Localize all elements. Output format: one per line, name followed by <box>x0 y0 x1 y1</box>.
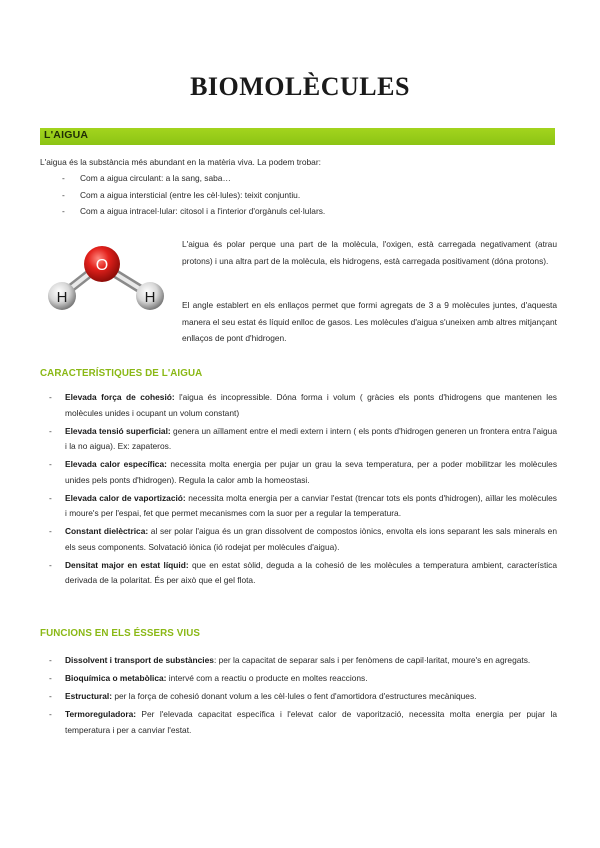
bond-angle-paragraph: El angle establert en els enllaços permet que formi agregats de 3 a 9 molècules juntes, d'aquesta manera el seu estat és líquid enlloc de gasos. Les molècules d'aigua s'uneixen amb altres mitjançant enllaços de pont d'hidrogen. <box>182 300 557 343</box>
list-item <box>40 707 557 738</box>
item-term: Bioquímica o metabòlica: <box>65 672 167 683</box>
item-text: que en estat sòlid, deguda a la cohesió de les molècules a temperatura ambient, característica derivada de la polaritat. És per això que el gel flota. <box>65 559 557 586</box>
polarity-paragraph: L'aigua és polar perque una part de la molècula, l'oxigen, està carregada negativament (atrau protons) i una altra part de la molècula, els hidrogens, està carregada positivament (dóna protons). <box>182 239 557 266</box>
characteristics-list <box>40 390 557 591</box>
list-item <box>40 491 557 522</box>
item-text: necessita molta energia per pujar un grau la seva temperatura, per a poder mobilitzar les molècules unides pels ponts d'hidrogen). Regula la calor amb la homeostasi. <box>65 459 558 485</box>
list-item <box>40 457 557 488</box>
functions-heading: FUNCIONS EN ELS ÉSSERS VIUS <box>40 628 201 639</box>
hydrogen-left-label: H <box>56 289 68 306</box>
list-item: - Com a aigua intracel·lular: citosol i a l'interior d'orgànuls cel·lulars. <box>40 203 325 220</box>
water-molecule-illustration <box>40 240 180 315</box>
item-term: Elevada força de cohesió: <box>65 392 175 402</box>
item-text: al ser polar l'aigua és un gran dissolvent de compostos iònics, envolta els ions separant les sals minerals en els seus components. Solvatació iònica (ió rodejat per molècules d'aigua). <box>65 526 557 552</box>
list-item: - Com a aigua circulant: a la sang, saba… <box>40 170 325 187</box>
item-term: Elevada tensió superficial: <box>65 425 171 436</box>
intro-text: L'aigua és la substància més abundant en la matèria viva. La podem trobar: <box>40 157 321 167</box>
functions-list <box>40 653 557 741</box>
list-item <box>40 689 557 705</box>
list-item <box>40 558 557 589</box>
list-item <box>40 524 557 555</box>
hydrogen-right-label: H <box>144 289 156 306</box>
section-heading-bar <box>40 128 555 145</box>
list-item <box>40 653 557 669</box>
item-term: Densitat major en estat líquid: <box>65 559 189 570</box>
oxygen-label: O <box>95 257 109 274</box>
item-term: Elevada calor de vaportizació: <box>65 492 186 503</box>
item-term: Estructural: <box>65 690 113 701</box>
item-term: Dissolvent i transport de substàncies <box>65 655 214 665</box>
item-text: : per la capacitat de separar sals i per fenòmens de capil·laritat, moure's en agregats. <box>213 655 531 665</box>
item-term: Elevada calor específica: <box>65 459 167 470</box>
list-item <box>40 424 557 455</box>
item-text: genera un aïllament entre el medi extern i intern ( els ponts d'hidrogen generen un frontera entra l'aigua i la no aigua). Ex: zapateros. <box>65 425 557 452</box>
water-locations-list <box>40 170 325 220</box>
characteristics-heading: CARACTERÍSTIQUES DE L'AIGUA <box>40 368 203 379</box>
item-text: intervé com a reactiu o producte en moltes reaccions. <box>166 672 368 683</box>
item-text: l'aigua és incopressible. Dóna forma i volum ( gràcies els ponts d'hidrogens que mantenen les molècules unides i ocupant un volum constant) <box>65 392 557 418</box>
list-item <box>40 390 557 421</box>
page-title: BIOMOLÈCULES <box>190 72 410 101</box>
list-item <box>40 671 557 687</box>
section-heading-aigua: L'AIGUA <box>44 129 89 141</box>
list-item: - Com a aigua intersticial (entre les cèl·lules): teixit conjuntiu. <box>40 187 325 204</box>
item-term: Constant dielèctrica: <box>65 526 149 537</box>
item-term: Termoreguladora: <box>65 708 137 719</box>
item-text: Per l'elevada capacitat específica i l'elevat calor de vaporització, necessita molta energia per pujar la temperatura i per a canviar l'estat. <box>65 708 557 735</box>
item-text: necessita molta energia per a canviar l'estat (trencar tots els ponts d'hidrogen), aïllar les molècules i moure's per l'espai, fet que permet mecanismes com la suor per a regular la temperatura. <box>65 492 557 519</box>
item-text: per la força de cohesió donant volum a les cèl·lules o fent d'amortidora d'estructures mecàniques. <box>112 690 477 701</box>
